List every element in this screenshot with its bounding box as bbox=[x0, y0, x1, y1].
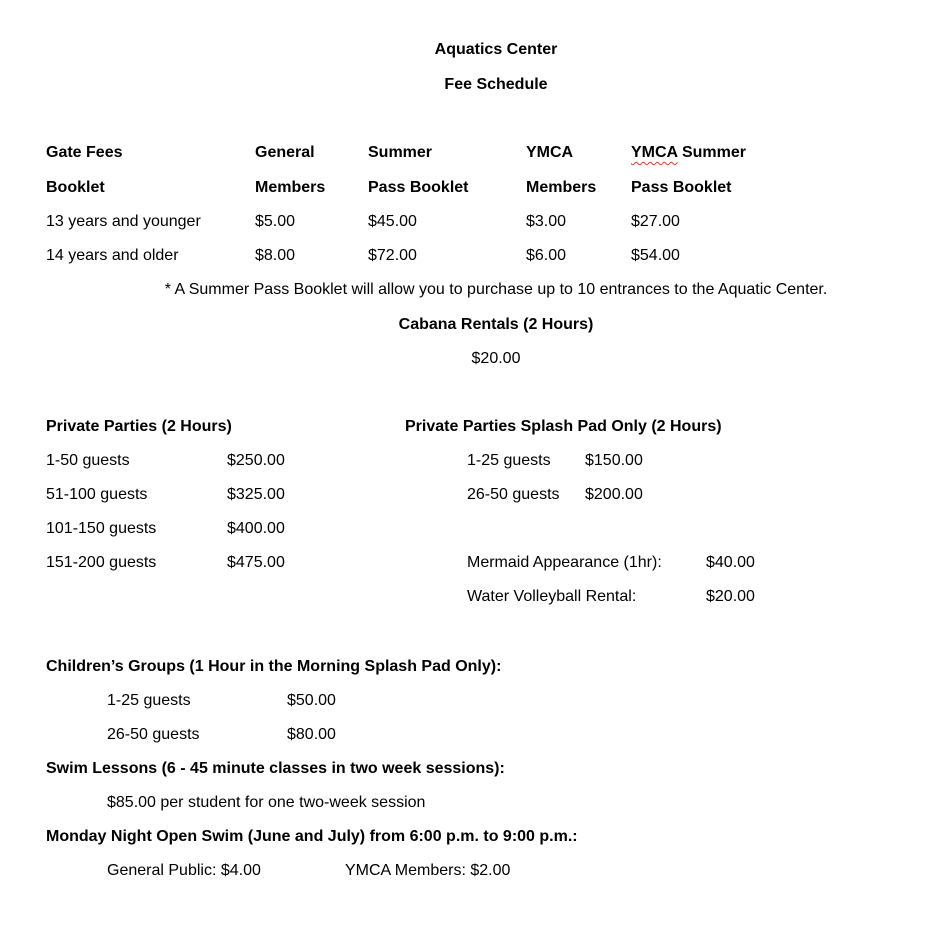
open-swim-general-public: General Public: $4.00 bbox=[107, 862, 261, 879]
guest-range-label: 1-50 guests bbox=[46, 452, 130, 469]
fee-value: $20.00 bbox=[706, 588, 755, 605]
doc-title-line-2: Fee Schedule bbox=[444, 76, 548, 93]
guest-range-label: 151-200 guests bbox=[46, 554, 157, 571]
fee-value: $45.00 bbox=[368, 213, 417, 230]
gate-fees-header-label: Gate Fees bbox=[46, 144, 123, 161]
misspelled-word-ymca: YMCA bbox=[631, 144, 678, 161]
fee-value: $80.00 bbox=[287, 726, 336, 743]
fee-value: $3.00 bbox=[526, 213, 567, 230]
swim-lessons-detail-row bbox=[46, 786, 935, 820]
col-header-general-2: Members bbox=[255, 179, 326, 196]
fee-value: $40.00 bbox=[706, 554, 755, 571]
fee-value: $50.00 bbox=[287, 692, 336, 709]
childrens-groups-heading: Children’s Groups (1 Hour in the Morning Splash Pad Only): bbox=[46, 658, 502, 675]
private-parties-heading: Private Parties (2 Hours) bbox=[46, 418, 232, 435]
fee-value: $54.00 bbox=[631, 247, 680, 264]
age-group-label: 14 years and older bbox=[46, 247, 179, 264]
col-header-summer: Summer bbox=[368, 144, 433, 161]
col-header-ymca-summer bbox=[631, 136, 746, 170]
splash-pad-heading: Private Parties Splash Pad Only (2 Hours) bbox=[405, 418, 722, 435]
open-swim-ymca-members: YMCA Members: $2.00 bbox=[345, 862, 511, 879]
cabana-rentals-heading: Cabana Rentals (2 Hours) bbox=[398, 316, 594, 333]
table-row bbox=[46, 444, 935, 478]
fee-value: $400.00 bbox=[227, 520, 285, 537]
fee-value: $200.00 bbox=[585, 486, 643, 503]
summer-pass-footnote: * A Summer Pass Booklet will allow you to purchase up to 10 entrances to the Aquatic Center. bbox=[164, 281, 828, 298]
table-row bbox=[46, 239, 935, 273]
fee-value: $72.00 bbox=[368, 247, 417, 264]
table-row bbox=[46, 512, 935, 546]
col-header-ymca: YMCA bbox=[526, 144, 574, 161]
fee-value: $250.00 bbox=[227, 452, 285, 469]
guest-range-label: 51-100 guests bbox=[46, 486, 148, 503]
col-header-ymca-2: Members bbox=[526, 179, 597, 196]
table-row bbox=[46, 546, 935, 580]
table-row bbox=[46, 205, 935, 239]
private-parties-heading-row bbox=[46, 410, 935, 444]
fee-value: $6.00 bbox=[526, 247, 567, 264]
fee-value: $8.00 bbox=[255, 247, 296, 264]
fee-value: $325.00 bbox=[227, 486, 285, 503]
fee-value: $150.00 bbox=[585, 452, 643, 469]
gate-fees-header-label-2: Booklet bbox=[46, 179, 105, 196]
guest-range-label: 101-150 guests bbox=[46, 520, 157, 537]
table-row bbox=[46, 684, 935, 718]
cabana-rentals-price: $20.00 bbox=[471, 350, 521, 367]
guest-range-label: 1-25 guests bbox=[467, 452, 551, 469]
gate-fees-header-row-2 bbox=[46, 171, 935, 205]
fee-value: $475.00 bbox=[227, 554, 285, 571]
fee-value: $27.00 bbox=[631, 213, 680, 230]
swim-lessons-detail: $85.00 per student for one two-week session bbox=[107, 794, 426, 811]
age-group-label: 13 years and younger bbox=[46, 213, 201, 230]
guest-range-label: 26-50 guests bbox=[467, 486, 560, 503]
swim-lessons-heading: Swim Lessons (6 - 45 minute classes in two week sessions): bbox=[46, 760, 505, 777]
gate-fees-header-row-1 bbox=[46, 136, 935, 170]
guest-range-label: 26-50 guests bbox=[107, 726, 200, 743]
table-row bbox=[46, 580, 935, 614]
doc-title-line-1: Aquatics Center bbox=[434, 41, 558, 58]
fee-value: $5.00 bbox=[255, 213, 296, 230]
col-header-ymca-summer-rest: Summer bbox=[677, 144, 746, 161]
extra-item-label: Mermaid Appearance (1hr): bbox=[467, 554, 662, 571]
col-header-ymca-summer-2: Pass Booklet bbox=[631, 179, 732, 196]
table-row bbox=[46, 478, 935, 512]
col-header-summer-2: Pass Booklet bbox=[368, 179, 469, 196]
col-header-general: General bbox=[255, 144, 315, 161]
table-row bbox=[46, 718, 935, 752]
guest-range-label: 1-25 guests bbox=[107, 692, 191, 709]
extra-item-label: Water Volleyball Rental: bbox=[467, 588, 637, 605]
open-swim-heading: Monday Night Open Swim (June and July) from 6:00 p.m. to 9:00 p.m.: bbox=[46, 828, 578, 845]
open-swim-prices-row bbox=[46, 854, 935, 888]
